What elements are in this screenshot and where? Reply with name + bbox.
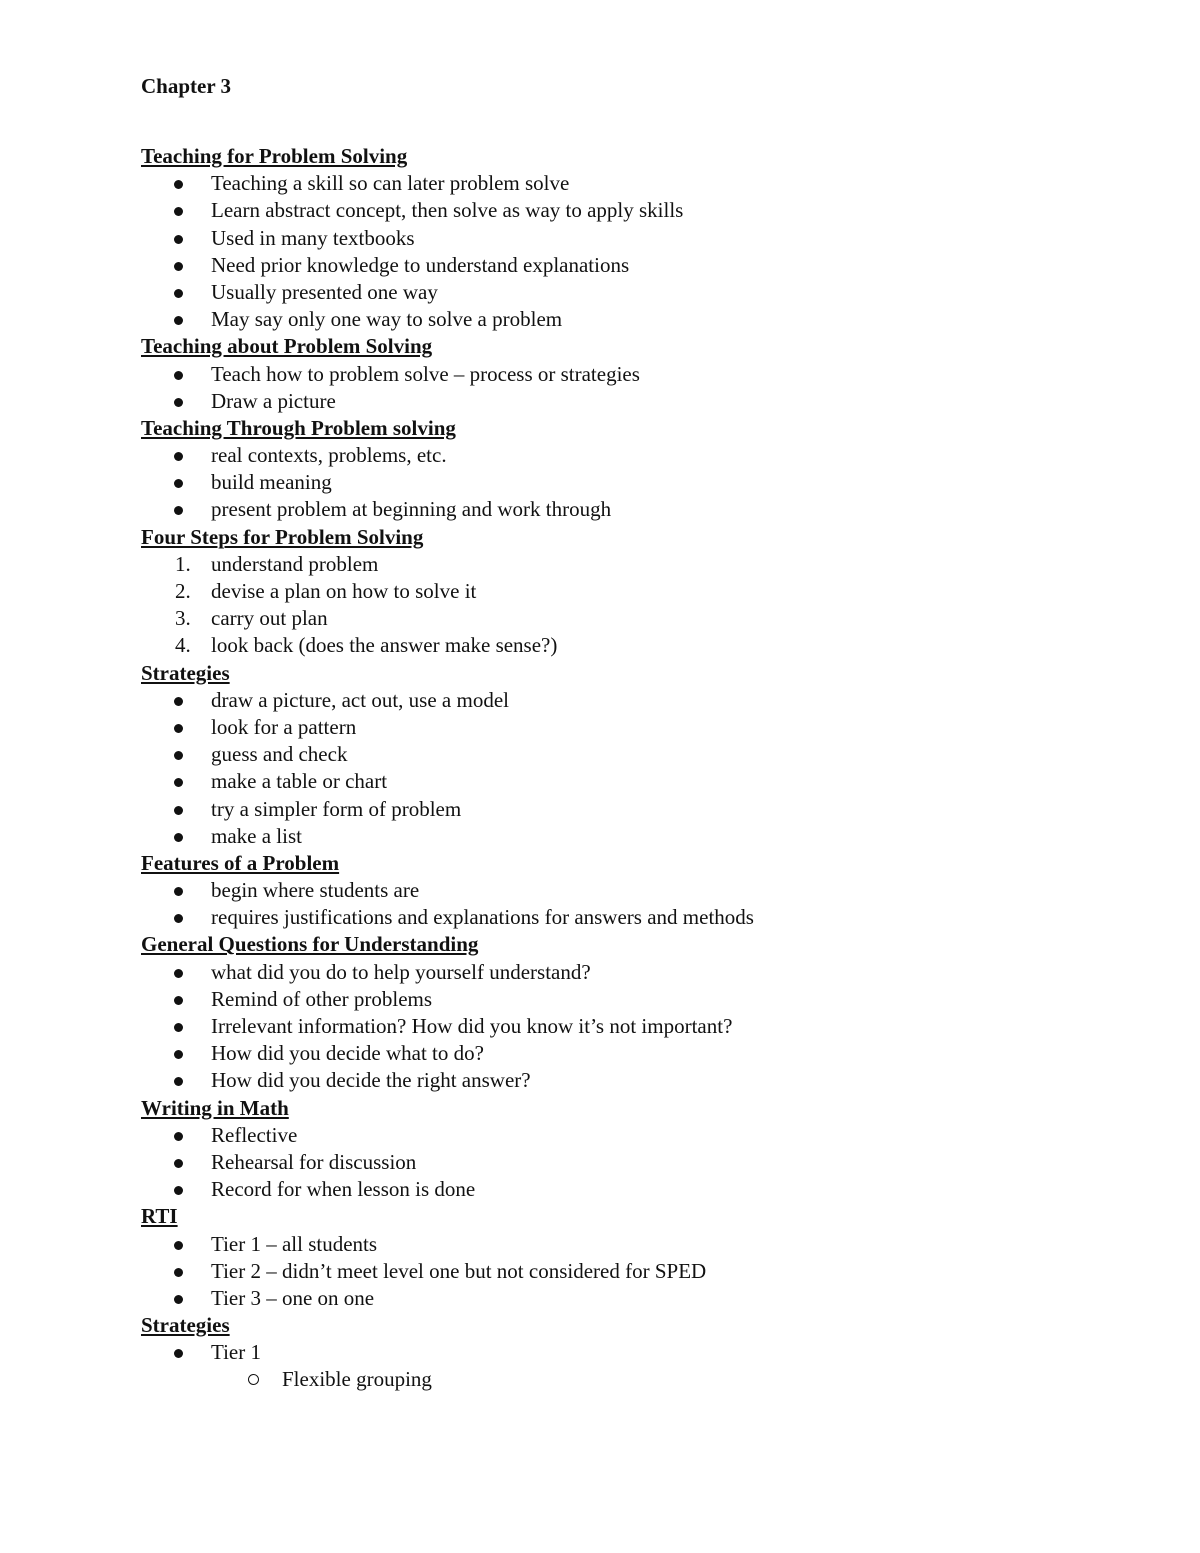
list-item: Reflective	[141, 1122, 1101, 1149]
numbered-item: 4. look back (does the answer make sense?)	[141, 632, 1101, 659]
list-item: May say only one way to solve a problem	[141, 306, 1101, 333]
section-heading-teaching-for-problem-solving: Teaching for Problem Solving	[141, 144, 408, 168]
bullet-icon	[174, 1241, 183, 1250]
bullet-icon	[174, 235, 183, 244]
section-heading-teaching-through-problem-solving: Teaching Through Problem solving	[141, 415, 456, 440]
section-heading-features-of-a-problem: Features of a Problem	[141, 850, 340, 875]
bullet-icon	[174, 371, 183, 380]
bullet-icon	[174, 452, 183, 461]
list-item: present problem at beginning and work through	[141, 496, 1101, 523]
bullet-icon	[174, 506, 183, 515]
bullet-icon	[174, 751, 183, 760]
list-item: Usually presented one way	[141, 279, 1101, 306]
list-item: Teaching a skill so can later problem solve	[141, 170, 1101, 197]
list-item: draw a picture, act out, use a model	[141, 687, 1101, 714]
list-item: guess and check	[141, 741, 1101, 768]
bullet-icon	[174, 887, 183, 896]
list-item: Need prior knowledge to understand explanations	[141, 252, 1101, 279]
item-number: 2.	[175, 579, 191, 603]
bullet-icon	[174, 1268, 183, 1277]
section-heading-strategies-rti: Strategies	[141, 1313, 230, 1338]
list-item: Tier 1	[141, 1339, 1101, 1366]
list-item: Tier 3 – one on one	[141, 1285, 1101, 1312]
bullet-icon	[174, 207, 183, 216]
chapter-title: Chapter 3	[141, 74, 232, 98]
list-item: build meaning	[141, 469, 1101, 496]
bullet-icon	[174, 398, 183, 407]
list-item: Rehearsal for discussion	[141, 1149, 1101, 1176]
section-heading-teaching-about-problem-solving: Teaching about Problem Solving	[141, 334, 433, 359]
notes-body	[141, 143, 1101, 1394]
section-heading-general-questions: General Questions for Understanding	[141, 932, 479, 957]
list-item: Irrelevant information? How did you know it’s not important?	[141, 1013, 1101, 1040]
bullet-icon	[174, 1132, 183, 1141]
bullet-icon	[174, 724, 183, 733]
bullet-icon	[174, 969, 183, 978]
item-number: 4.	[175, 633, 191, 658]
list-item: real contexts, problems, etc.	[141, 442, 1101, 469]
bullet-icon	[174, 479, 183, 488]
list-item: Record for when lesson is done	[141, 1176, 1101, 1203]
list-item: Remind of other problems	[141, 986, 1101, 1013]
bullet-icon	[174, 316, 183, 325]
list-item: make a table or chart	[141, 768, 1101, 795]
list-item: make a list	[141, 823, 1101, 850]
bullet-icon	[174, 262, 183, 271]
bullet-icon	[174, 180, 183, 189]
item-number: 1.	[175, 551, 191, 576]
list-item: what did you do to help yourself understand?	[141, 959, 1101, 986]
item-number: 3.	[175, 606, 191, 631]
bullet-icon	[174, 1023, 183, 1032]
bullet-icon	[174, 1050, 183, 1059]
bullet-icon	[174, 697, 183, 706]
list-item: try a simpler form of problem	[141, 796, 1101, 823]
list-item: begin where students are	[141, 877, 1101, 904]
bullet-icon	[174, 1186, 183, 1195]
section-heading-strategies: Strategies	[141, 660, 230, 685]
list-item: Used in many textbooks	[141, 225, 1101, 252]
section-heading-rti: RTI	[141, 1204, 178, 1229]
sub-list-item: Flexible grouping	[141, 1366, 1101, 1393]
bullet-icon	[174, 1295, 183, 1304]
bullet-icon	[174, 833, 183, 842]
list-item: Tier 1 – all students	[141, 1231, 1101, 1258]
section-heading-four-steps: Four Steps for Problem Solving	[141, 524, 424, 549]
numbered-item: 1. understand problem	[141, 551, 1101, 578]
numbered-item: 2. devise a plan on how to solve it	[141, 578, 1101, 605]
list-item: How did you decide what to do?	[141, 1040, 1101, 1067]
bullet-icon	[174, 1077, 183, 1086]
list-item: Teach how to problem solve – process or strategies	[141, 361, 1101, 388]
bullet-icon	[174, 289, 183, 298]
bullet-icon	[174, 778, 183, 787]
section-heading-writing-in-math: Writing in Math	[141, 1095, 289, 1120]
bullet-icon	[174, 1349, 183, 1358]
bullet-icon	[174, 914, 183, 923]
numbered-item: 3. carry out plan	[141, 605, 1101, 632]
bullet-icon	[174, 996, 183, 1005]
list-item: Draw a picture	[141, 388, 1101, 415]
list-item: look for a pattern	[141, 714, 1101, 741]
list-item: Learn abstract concept, then solve as way to apply skills	[141, 197, 1101, 224]
list-item: How did you decide the right answer?	[141, 1067, 1101, 1094]
list-item: requires justifications and explanations for answers and methods	[141, 904, 1101, 931]
bullet-icon	[174, 1159, 183, 1168]
list-item: Tier 2 – didn’t meet level one but not considered for SPED	[141, 1258, 1101, 1285]
hollow-bullet-icon	[248, 1374, 259, 1385]
bullet-icon	[174, 806, 183, 815]
